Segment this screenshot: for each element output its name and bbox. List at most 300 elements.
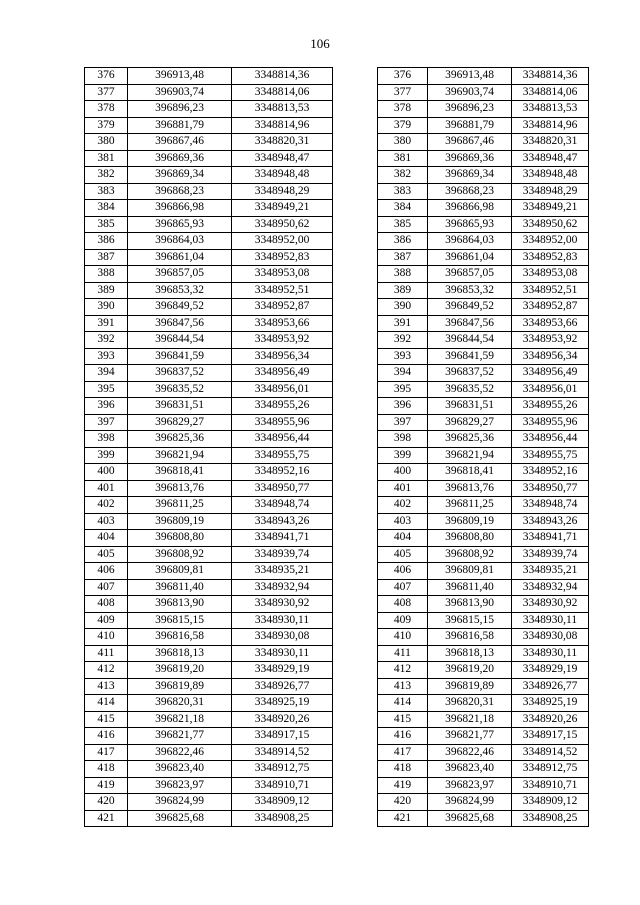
x-coordinate-cell: 396816,58 bbox=[128, 629, 232, 646]
x-coordinate-cell: 396819,89 bbox=[128, 678, 232, 695]
y-coordinate-cell: 3348955,96 bbox=[512, 414, 589, 431]
y-coordinate-cell: 3348953,66 bbox=[512, 315, 589, 332]
point-number-cell: 388 bbox=[378, 266, 428, 283]
x-coordinate-cell: 396819,20 bbox=[128, 662, 232, 679]
table-row bbox=[85, 332, 333, 349]
x-coordinate-cell: 396825,68 bbox=[428, 810, 512, 827]
table-row bbox=[378, 777, 589, 794]
table-row bbox=[85, 150, 333, 167]
table-row bbox=[85, 695, 333, 712]
table-row bbox=[378, 365, 589, 382]
table-row bbox=[85, 464, 333, 481]
x-coordinate-cell: 396864,03 bbox=[128, 233, 232, 250]
table-row bbox=[378, 150, 589, 167]
y-coordinate-cell: 3348912,75 bbox=[232, 761, 333, 778]
y-coordinate-cell: 3348909,12 bbox=[232, 794, 333, 811]
point-number-cell: 392 bbox=[378, 332, 428, 349]
point-number-cell: 418 bbox=[378, 761, 428, 778]
x-coordinate-cell: 396813,76 bbox=[428, 480, 512, 497]
point-number-cell: 396 bbox=[378, 398, 428, 415]
table-row bbox=[85, 579, 333, 596]
x-coordinate-cell: 396849,52 bbox=[128, 299, 232, 316]
y-coordinate-cell: 3348955,96 bbox=[232, 414, 333, 431]
point-number-cell: 389 bbox=[378, 282, 428, 299]
table-row bbox=[85, 381, 333, 398]
point-number-cell: 395 bbox=[378, 381, 428, 398]
table-row bbox=[378, 794, 589, 811]
x-coordinate-cell: 396867,46 bbox=[128, 134, 232, 151]
x-coordinate-cell: 396808,80 bbox=[428, 530, 512, 547]
table-row bbox=[85, 662, 333, 679]
point-number-cell: 378 bbox=[378, 101, 428, 118]
table-row bbox=[85, 431, 333, 448]
x-coordinate-cell: 396861,04 bbox=[428, 249, 512, 266]
point-number-cell: 389 bbox=[85, 282, 128, 299]
x-coordinate-cell: 396823,40 bbox=[128, 761, 232, 778]
y-coordinate-cell: 3348914,52 bbox=[512, 744, 589, 761]
page-number: 106 bbox=[310, 36, 330, 51]
table-row bbox=[378, 497, 589, 514]
x-coordinate-cell: 396896,23 bbox=[428, 101, 512, 118]
y-coordinate-cell: 3348956,01 bbox=[512, 381, 589, 398]
y-coordinate-cell: 3348948,29 bbox=[512, 183, 589, 200]
point-number-cell: 419 bbox=[378, 777, 428, 794]
x-coordinate-cell: 396841,59 bbox=[428, 348, 512, 365]
point-number-cell: 384 bbox=[378, 200, 428, 217]
y-coordinate-cell: 3348956,34 bbox=[512, 348, 589, 365]
point-number-cell: 411 bbox=[85, 645, 128, 662]
point-number-cell: 391 bbox=[378, 315, 428, 332]
y-coordinate-cell: 3348955,26 bbox=[232, 398, 333, 415]
table-row bbox=[378, 728, 589, 745]
coordinate-table-right bbox=[377, 67, 589, 827]
x-coordinate-cell: 396903,74 bbox=[428, 84, 512, 101]
y-coordinate-cell: 3348813,53 bbox=[232, 101, 333, 118]
x-coordinate-cell: 396829,27 bbox=[128, 414, 232, 431]
y-coordinate-cell: 3348950,62 bbox=[512, 216, 589, 233]
table-row bbox=[85, 480, 333, 497]
point-number-cell: 376 bbox=[378, 68, 428, 85]
point-number-cell: 406 bbox=[378, 563, 428, 580]
point-number-cell: 412 bbox=[378, 662, 428, 679]
table-row bbox=[378, 612, 589, 629]
x-coordinate-cell: 396809,19 bbox=[128, 513, 232, 530]
point-number-cell: 412 bbox=[85, 662, 128, 679]
y-coordinate-cell: 3348956,01 bbox=[232, 381, 333, 398]
x-coordinate-cell: 396865,93 bbox=[128, 216, 232, 233]
table-row bbox=[378, 183, 589, 200]
x-coordinate-cell: 396865,93 bbox=[428, 216, 512, 233]
x-coordinate-cell: 396837,52 bbox=[128, 365, 232, 382]
x-coordinate-cell: 396822,46 bbox=[428, 744, 512, 761]
table-row bbox=[378, 645, 589, 662]
point-number-cell: 394 bbox=[85, 365, 128, 382]
y-coordinate-cell: 3348930,11 bbox=[512, 612, 589, 629]
x-coordinate-cell: 396868,23 bbox=[128, 183, 232, 200]
table-row bbox=[85, 777, 333, 794]
x-coordinate-cell: 396903,74 bbox=[128, 84, 232, 101]
y-coordinate-cell: 3348941,71 bbox=[232, 530, 333, 547]
x-coordinate-cell: 396819,89 bbox=[428, 678, 512, 695]
x-coordinate-cell: 396813,76 bbox=[128, 480, 232, 497]
table-row bbox=[378, 282, 589, 299]
point-number-cell: 407 bbox=[378, 579, 428, 596]
point-number-cell: 380 bbox=[378, 134, 428, 151]
x-coordinate-cell: 396821,18 bbox=[428, 711, 512, 728]
table-row bbox=[85, 414, 333, 431]
point-number-cell: 409 bbox=[378, 612, 428, 629]
point-number-cell: 400 bbox=[378, 464, 428, 481]
x-coordinate-cell: 396808,92 bbox=[128, 546, 232, 563]
x-coordinate-cell: 396821,94 bbox=[128, 447, 232, 464]
point-number-cell: 401 bbox=[378, 480, 428, 497]
x-coordinate-cell: 396869,36 bbox=[128, 150, 232, 167]
x-coordinate-cell: 396841,59 bbox=[128, 348, 232, 365]
table-row bbox=[378, 711, 589, 728]
table-row bbox=[378, 447, 589, 464]
point-number-cell: 405 bbox=[85, 546, 128, 563]
table-row bbox=[378, 332, 589, 349]
point-number-cell: 381 bbox=[85, 150, 128, 167]
table-row bbox=[85, 645, 333, 662]
y-coordinate-cell: 3348953,92 bbox=[512, 332, 589, 349]
table-row bbox=[85, 794, 333, 811]
y-coordinate-cell: 3348952,16 bbox=[232, 464, 333, 481]
y-coordinate-cell: 3348953,66 bbox=[232, 315, 333, 332]
x-coordinate-cell: 396835,52 bbox=[428, 381, 512, 398]
x-coordinate-cell: 396853,32 bbox=[428, 282, 512, 299]
x-coordinate-cell: 396818,41 bbox=[428, 464, 512, 481]
x-coordinate-cell: 396809,81 bbox=[428, 563, 512, 580]
x-coordinate-cell: 396857,05 bbox=[128, 266, 232, 283]
y-coordinate-cell: 3348914,52 bbox=[232, 744, 333, 761]
y-coordinate-cell: 3348955,75 bbox=[512, 447, 589, 464]
y-coordinate-cell: 3348930,11 bbox=[232, 645, 333, 662]
x-coordinate-cell: 396913,48 bbox=[128, 68, 232, 85]
x-coordinate-cell: 396847,56 bbox=[428, 315, 512, 332]
x-coordinate-cell: 396844,54 bbox=[428, 332, 512, 349]
y-coordinate-cell: 3348950,62 bbox=[232, 216, 333, 233]
y-coordinate-cell: 3348953,92 bbox=[232, 332, 333, 349]
y-coordinate-cell: 3348926,77 bbox=[232, 678, 333, 695]
table-row bbox=[378, 695, 589, 712]
x-coordinate-cell: 396809,81 bbox=[128, 563, 232, 580]
y-coordinate-cell: 3348930,08 bbox=[512, 629, 589, 646]
x-coordinate-cell: 396821,18 bbox=[128, 711, 232, 728]
point-number-cell: 377 bbox=[378, 84, 428, 101]
table-row bbox=[85, 513, 333, 530]
y-coordinate-cell: 3348952,00 bbox=[512, 233, 589, 250]
x-coordinate-cell: 396818,13 bbox=[128, 645, 232, 662]
point-number-cell: 398 bbox=[378, 431, 428, 448]
x-coordinate-cell: 396825,36 bbox=[128, 431, 232, 448]
y-coordinate-cell: 3348949,21 bbox=[512, 200, 589, 217]
y-coordinate-cell: 3348943,26 bbox=[232, 513, 333, 530]
y-coordinate-cell: 3348932,94 bbox=[512, 579, 589, 596]
table-row bbox=[378, 761, 589, 778]
y-coordinate-cell: 3348955,75 bbox=[232, 447, 333, 464]
point-number-cell: 379 bbox=[85, 117, 128, 134]
point-number-cell: 400 bbox=[85, 464, 128, 481]
point-number-cell: 421 bbox=[378, 810, 428, 827]
x-coordinate-cell: 396837,52 bbox=[428, 365, 512, 382]
y-coordinate-cell: 3348952,87 bbox=[232, 299, 333, 316]
point-number-cell: 380 bbox=[85, 134, 128, 151]
x-coordinate-cell: 396861,04 bbox=[128, 249, 232, 266]
y-coordinate-cell: 3348912,75 bbox=[512, 761, 589, 778]
table-row bbox=[378, 662, 589, 679]
point-number-cell: 396 bbox=[85, 398, 128, 415]
table-row bbox=[378, 381, 589, 398]
y-coordinate-cell: 3348950,77 bbox=[232, 480, 333, 497]
x-coordinate-cell: 396813,90 bbox=[128, 596, 232, 613]
y-coordinate-cell: 3348820,31 bbox=[232, 134, 333, 151]
x-coordinate-cell: 396818,13 bbox=[428, 645, 512, 662]
table-row bbox=[378, 134, 589, 151]
x-coordinate-cell: 396808,92 bbox=[428, 546, 512, 563]
point-number-cell: 417 bbox=[85, 744, 128, 761]
table-row bbox=[378, 167, 589, 184]
point-number-cell: 392 bbox=[85, 332, 128, 349]
point-number-cell: 420 bbox=[378, 794, 428, 811]
table-row bbox=[85, 233, 333, 250]
point-number-cell: 404 bbox=[85, 530, 128, 547]
x-coordinate-cell: 396822,46 bbox=[128, 744, 232, 761]
table-row bbox=[85, 266, 333, 283]
point-number-cell: 390 bbox=[85, 299, 128, 316]
x-coordinate-cell: 396811,40 bbox=[428, 579, 512, 596]
y-coordinate-cell: 3348948,48 bbox=[512, 167, 589, 184]
point-number-cell: 382 bbox=[85, 167, 128, 184]
x-coordinate-cell: 396823,97 bbox=[128, 777, 232, 794]
table-row bbox=[85, 282, 333, 299]
table-row bbox=[378, 464, 589, 481]
point-number-cell: 399 bbox=[85, 447, 128, 464]
y-coordinate-cell: 3348956,44 bbox=[512, 431, 589, 448]
table-row bbox=[85, 728, 333, 745]
table-row bbox=[378, 216, 589, 233]
point-number-cell: 382 bbox=[378, 167, 428, 184]
y-coordinate-cell: 3348909,12 bbox=[512, 794, 589, 811]
y-coordinate-cell: 3348952,87 bbox=[512, 299, 589, 316]
point-number-cell: 407 bbox=[85, 579, 128, 596]
x-coordinate-cell: 396811,25 bbox=[428, 497, 512, 514]
y-coordinate-cell: 3348935,21 bbox=[512, 563, 589, 580]
x-coordinate-cell: 396866,98 bbox=[128, 200, 232, 217]
x-coordinate-cell: 396853,32 bbox=[128, 282, 232, 299]
table-row bbox=[85, 810, 333, 827]
point-number-cell: 383 bbox=[85, 183, 128, 200]
point-number-cell: 385 bbox=[378, 216, 428, 233]
table-row bbox=[378, 596, 589, 613]
x-coordinate-cell: 396881,79 bbox=[128, 117, 232, 134]
x-coordinate-cell: 396815,15 bbox=[128, 612, 232, 629]
table-row bbox=[378, 431, 589, 448]
table-row bbox=[85, 530, 333, 547]
point-number-cell: 421 bbox=[85, 810, 128, 827]
table-row bbox=[378, 810, 589, 827]
y-coordinate-cell: 3348930,92 bbox=[512, 596, 589, 613]
y-coordinate-cell: 3348948,47 bbox=[512, 150, 589, 167]
y-coordinate-cell: 3348952,51 bbox=[512, 282, 589, 299]
point-number-cell: 381 bbox=[378, 150, 428, 167]
y-coordinate-cell: 3348948,48 bbox=[232, 167, 333, 184]
point-number-cell: 376 bbox=[85, 68, 128, 85]
table-row bbox=[85, 447, 333, 464]
y-coordinate-cell: 3348955,26 bbox=[512, 398, 589, 415]
x-coordinate-cell: 396849,52 bbox=[428, 299, 512, 316]
x-coordinate-cell: 396864,03 bbox=[428, 233, 512, 250]
y-coordinate-cell: 3348908,25 bbox=[512, 810, 589, 827]
table-row bbox=[378, 348, 589, 365]
table-row bbox=[378, 117, 589, 134]
table-row bbox=[378, 315, 589, 332]
point-number-cell: 397 bbox=[378, 414, 428, 431]
y-coordinate-cell: 3348952,51 bbox=[232, 282, 333, 299]
point-number-cell: 410 bbox=[85, 629, 128, 646]
x-coordinate-cell: 396823,40 bbox=[428, 761, 512, 778]
y-coordinate-cell: 3348952,83 bbox=[512, 249, 589, 266]
point-number-cell: 414 bbox=[378, 695, 428, 712]
point-number-cell: 402 bbox=[85, 497, 128, 514]
y-coordinate-cell: 3348930,11 bbox=[232, 612, 333, 629]
table-row bbox=[378, 68, 589, 85]
table-row bbox=[378, 513, 589, 530]
table-row bbox=[85, 249, 333, 266]
point-number-cell: 419 bbox=[85, 777, 128, 794]
point-number-cell: 411 bbox=[378, 645, 428, 662]
point-number-cell: 416 bbox=[85, 728, 128, 745]
table-row bbox=[378, 233, 589, 250]
table-row bbox=[85, 200, 333, 217]
x-coordinate-cell: 396816,58 bbox=[428, 629, 512, 646]
x-coordinate-cell: 396869,34 bbox=[428, 167, 512, 184]
table-row bbox=[85, 629, 333, 646]
table-row bbox=[378, 414, 589, 431]
y-coordinate-cell: 3348939,74 bbox=[512, 546, 589, 563]
table-row bbox=[378, 249, 589, 266]
table-row bbox=[85, 546, 333, 563]
y-coordinate-cell: 3348932,94 bbox=[232, 579, 333, 596]
y-coordinate-cell: 3348929,19 bbox=[232, 662, 333, 679]
x-coordinate-cell: 396913,48 bbox=[428, 68, 512, 85]
y-coordinate-cell: 3348814,96 bbox=[512, 117, 589, 134]
table-row bbox=[85, 315, 333, 332]
x-coordinate-cell: 396866,98 bbox=[428, 200, 512, 217]
table-row bbox=[378, 84, 589, 101]
x-coordinate-cell: 396809,19 bbox=[428, 513, 512, 530]
table-row bbox=[85, 134, 333, 151]
x-coordinate-cell: 396869,36 bbox=[428, 150, 512, 167]
y-coordinate-cell: 3348949,21 bbox=[232, 200, 333, 217]
y-coordinate-cell: 3348948,74 bbox=[232, 497, 333, 514]
y-coordinate-cell: 3348941,71 bbox=[512, 530, 589, 547]
point-number-cell: 377 bbox=[85, 84, 128, 101]
x-coordinate-cell: 396896,23 bbox=[128, 101, 232, 118]
x-coordinate-cell: 396818,41 bbox=[128, 464, 232, 481]
x-coordinate-cell: 396825,36 bbox=[428, 431, 512, 448]
y-coordinate-cell: 3348956,44 bbox=[232, 431, 333, 448]
point-number-cell: 405 bbox=[378, 546, 428, 563]
table-row bbox=[85, 183, 333, 200]
point-number-cell: 404 bbox=[378, 530, 428, 547]
point-number-cell: 387 bbox=[85, 249, 128, 266]
table-row bbox=[85, 365, 333, 382]
table-row bbox=[378, 480, 589, 497]
y-coordinate-cell: 3348917,15 bbox=[512, 728, 589, 745]
x-coordinate-cell: 396813,90 bbox=[428, 596, 512, 613]
point-number-cell: 414 bbox=[85, 695, 128, 712]
table-row bbox=[85, 744, 333, 761]
point-number-cell: 385 bbox=[85, 216, 128, 233]
table-row bbox=[85, 711, 333, 728]
table-row bbox=[85, 117, 333, 134]
table-row bbox=[378, 299, 589, 316]
point-number-cell: 401 bbox=[85, 480, 128, 497]
point-number-cell: 398 bbox=[85, 431, 128, 448]
x-coordinate-cell: 396835,52 bbox=[128, 381, 232, 398]
table-row bbox=[85, 68, 333, 85]
table-row bbox=[85, 101, 333, 118]
point-number-cell: 384 bbox=[85, 200, 128, 217]
y-coordinate-cell: 3348952,83 bbox=[232, 249, 333, 266]
point-number-cell: 415 bbox=[378, 711, 428, 728]
y-coordinate-cell: 3348814,06 bbox=[232, 84, 333, 101]
y-coordinate-cell: 3348814,96 bbox=[232, 117, 333, 134]
table-row bbox=[378, 546, 589, 563]
point-number-cell: 416 bbox=[378, 728, 428, 745]
point-number-cell: 413 bbox=[378, 678, 428, 695]
point-number-cell: 390 bbox=[378, 299, 428, 316]
point-number-cell: 418 bbox=[85, 761, 128, 778]
y-coordinate-cell: 3348929,19 bbox=[512, 662, 589, 679]
y-coordinate-cell: 3348953,08 bbox=[512, 266, 589, 283]
y-coordinate-cell: 3348948,29 bbox=[232, 183, 333, 200]
point-number-cell: 378 bbox=[85, 101, 128, 118]
x-coordinate-cell: 396869,34 bbox=[128, 167, 232, 184]
y-coordinate-cell: 3348920,26 bbox=[512, 711, 589, 728]
table-row bbox=[378, 266, 589, 283]
table-row bbox=[378, 563, 589, 580]
y-coordinate-cell: 3348948,74 bbox=[512, 497, 589, 514]
y-coordinate-cell: 3348930,92 bbox=[232, 596, 333, 613]
y-coordinate-cell: 3348820,31 bbox=[512, 134, 589, 151]
table-row bbox=[378, 678, 589, 695]
y-coordinate-cell: 3348956,49 bbox=[512, 365, 589, 382]
y-coordinate-cell: 3348956,34 bbox=[232, 348, 333, 365]
y-coordinate-cell: 3348813,53 bbox=[512, 101, 589, 118]
table-row bbox=[85, 167, 333, 184]
y-coordinate-cell: 3348926,77 bbox=[512, 678, 589, 695]
point-number-cell: 417 bbox=[378, 744, 428, 761]
table-row bbox=[378, 579, 589, 596]
y-coordinate-cell: 3348952,16 bbox=[512, 464, 589, 481]
x-coordinate-cell: 396808,80 bbox=[128, 530, 232, 547]
point-number-cell: 408 bbox=[85, 596, 128, 613]
x-coordinate-cell: 396819,20 bbox=[428, 662, 512, 679]
y-coordinate-cell: 3348910,71 bbox=[512, 777, 589, 794]
table-row bbox=[85, 678, 333, 695]
y-coordinate-cell: 3348910,71 bbox=[232, 777, 333, 794]
table-row bbox=[85, 612, 333, 629]
point-number-cell: 399 bbox=[378, 447, 428, 464]
y-coordinate-cell: 3348948,47 bbox=[232, 150, 333, 167]
table-row bbox=[378, 101, 589, 118]
point-number-cell: 402 bbox=[378, 497, 428, 514]
y-coordinate-cell: 3348925,19 bbox=[232, 695, 333, 712]
y-coordinate-cell: 3348814,06 bbox=[512, 84, 589, 101]
point-number-cell: 393 bbox=[85, 348, 128, 365]
